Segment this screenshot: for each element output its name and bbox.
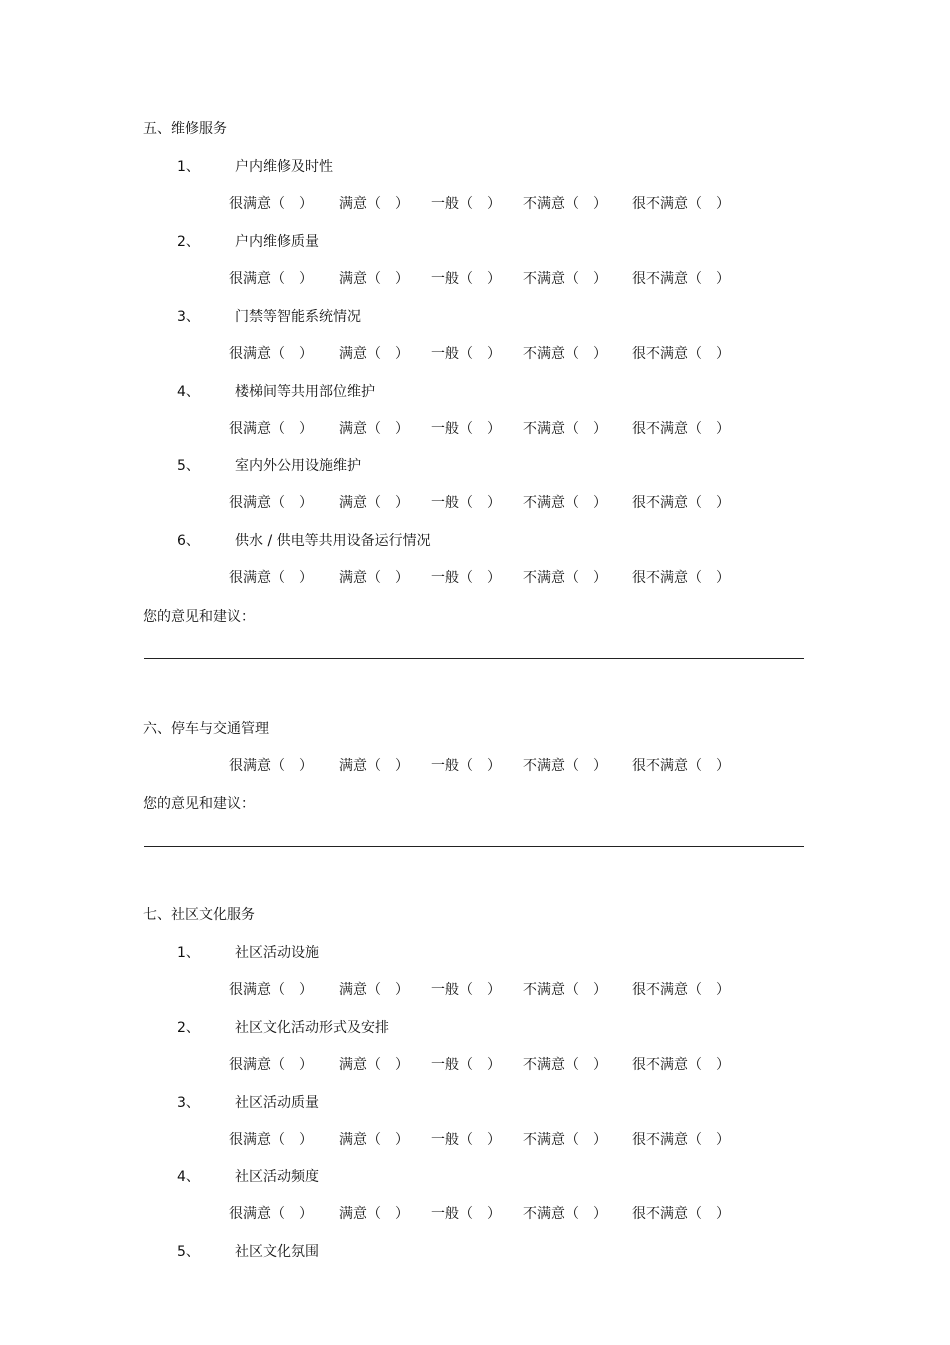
item-number: 1、 bbox=[177, 159, 200, 175]
rating-option-5-s3i4[interactable]: 很不满意（ ） bbox=[632, 1206, 730, 1222]
rating-option-3-s3i3[interactable]: 一般（ ） bbox=[431, 1132, 501, 1148]
item-number: 4、 bbox=[177, 1169, 200, 1185]
item-label: 社区活动设施 bbox=[235, 945, 319, 961]
rating-option-2-s1i2[interactable]: 满意（ ） bbox=[339, 271, 409, 287]
rating-option-5-s3i1[interactable]: 很不满意（ ） bbox=[632, 982, 730, 998]
item-label: 社区活动频度 bbox=[235, 1169, 319, 1185]
rating-option-1-s1i2[interactable]: 很满意（ ） bbox=[229, 271, 313, 287]
comment-answer-line[interactable] bbox=[144, 846, 804, 847]
rating-option-4-s1i1[interactable]: 不满意（ ） bbox=[523, 196, 607, 212]
rating-option-2-s2[interactable]: 满意（ ） bbox=[339, 758, 409, 774]
item-label: 社区活动质量 bbox=[235, 1095, 319, 1111]
rating-option-2-s3i4[interactable]: 满意（ ） bbox=[339, 1206, 409, 1222]
rating-option-4-s3i3[interactable]: 不满意（ ） bbox=[523, 1132, 607, 1148]
item-label: 户内维修质量 bbox=[235, 234, 319, 250]
rating-option-3-s3i1[interactable]: 一般（ ） bbox=[431, 982, 501, 998]
rating-option-1-s1i5[interactable]: 很满意（ ） bbox=[229, 495, 313, 511]
rating-option-1-s3i3[interactable]: 很满意（ ） bbox=[229, 1132, 313, 1148]
rating-option-5-s1i6[interactable]: 很不满意（ ） bbox=[632, 570, 730, 586]
rating-option-1-s2[interactable]: 很满意（ ） bbox=[229, 758, 313, 774]
rating-option-1-s1i3[interactable]: 很满意（ ） bbox=[229, 346, 313, 362]
item-label: 社区文化氛围 bbox=[235, 1244, 319, 1260]
rating-option-5-s2[interactable]: 很不满意（ ） bbox=[632, 758, 730, 774]
rating-option-3-s1i5[interactable]: 一般（ ） bbox=[431, 495, 501, 511]
rating-option-1-s3i4[interactable]: 很满意（ ） bbox=[229, 1206, 313, 1222]
comment-label: 您的意见和建议： bbox=[143, 796, 255, 812]
rating-option-4-s3i1[interactable]: 不满意（ ） bbox=[523, 982, 607, 998]
rating-option-4-s3i4[interactable]: 不满意（ ） bbox=[523, 1206, 607, 1222]
section-title-1: 五、维修服务 bbox=[143, 121, 227, 137]
rating-option-3-s3i4[interactable]: 一般（ ） bbox=[431, 1206, 501, 1222]
rating-option-2-s3i1[interactable]: 满意（ ） bbox=[339, 982, 409, 998]
rating-option-2-s1i6[interactable]: 满意（ ） bbox=[339, 570, 409, 586]
item-number: 3、 bbox=[177, 309, 200, 325]
rating-option-1-s3i2[interactable]: 很满意（ ） bbox=[229, 1057, 313, 1073]
section-title-3: 七、社区文化服务 bbox=[143, 907, 255, 923]
rating-option-5-s3i3[interactable]: 很不满意（ ） bbox=[632, 1132, 730, 1148]
rating-option-3-s2[interactable]: 一般（ ） bbox=[431, 758, 501, 774]
rating-option-2-s3i3[interactable]: 满意（ ） bbox=[339, 1132, 409, 1148]
item-number: 5、 bbox=[177, 458, 200, 474]
rating-option-2-s1i5[interactable]: 满意（ ） bbox=[339, 495, 409, 511]
rating-option-4-s2[interactable]: 不满意（ ） bbox=[523, 758, 607, 774]
rating-option-2-s1i4[interactable]: 满意（ ） bbox=[339, 421, 409, 437]
item-label: 室内外公用设施维护 bbox=[235, 458, 361, 474]
rating-option-5-s3i2[interactable]: 很不满意（ ） bbox=[632, 1057, 730, 1073]
item-label: 户内维修及时性 bbox=[235, 159, 333, 175]
item-number: 6、 bbox=[177, 533, 200, 549]
item-number: 3、 bbox=[177, 1095, 200, 1111]
rating-option-3-s1i6[interactable]: 一般（ ） bbox=[431, 570, 501, 586]
rating-option-5-s1i2[interactable]: 很不满意（ ） bbox=[632, 271, 730, 287]
rating-option-5-s1i5[interactable]: 很不满意（ ） bbox=[632, 495, 730, 511]
rating-option-4-s1i3[interactable]: 不满意（ ） bbox=[523, 346, 607, 362]
item-number: 1、 bbox=[177, 945, 200, 961]
rating-option-3-s1i2[interactable]: 一般（ ） bbox=[431, 271, 501, 287]
rating-option-1-s1i4[interactable]: 很满意（ ） bbox=[229, 421, 313, 437]
rating-option-3-s1i3[interactable]: 一般（ ） bbox=[431, 346, 501, 362]
item-label: 门禁等智能系统情况 bbox=[235, 309, 361, 325]
item-label: 社区文化活动形式及安排 bbox=[235, 1020, 389, 1036]
rating-option-3-s1i4[interactable]: 一般（ ） bbox=[431, 421, 501, 437]
rating-option-3-s1i1[interactable]: 一般（ ） bbox=[431, 196, 501, 212]
rating-option-4-s1i2[interactable]: 不满意（ ） bbox=[523, 271, 607, 287]
item-number: 4、 bbox=[177, 384, 200, 400]
rating-option-2-s1i1[interactable]: 满意（ ） bbox=[339, 196, 409, 212]
rating-option-4-s1i5[interactable]: 不满意（ ） bbox=[523, 495, 607, 511]
rating-option-1-s1i1[interactable]: 很满意（ ） bbox=[229, 196, 313, 212]
rating-option-1-s1i6[interactable]: 很满意（ ） bbox=[229, 570, 313, 586]
rating-option-1-s3i1[interactable]: 很满意（ ） bbox=[229, 982, 313, 998]
rating-option-4-s1i4[interactable]: 不满意（ ） bbox=[523, 421, 607, 437]
item-number: 2、 bbox=[177, 1020, 200, 1036]
rating-option-3-s3i2[interactable]: 一般（ ） bbox=[431, 1057, 501, 1073]
item-label: 楼梯间等共用部位维护 bbox=[235, 384, 375, 400]
item-label: 供水 / 供电等共用设备运行情况 bbox=[235, 533, 431, 549]
rating-option-5-s1i4[interactable]: 很不满意（ ） bbox=[632, 421, 730, 437]
rating-option-5-s1i3[interactable]: 很不满意（ ） bbox=[632, 346, 730, 362]
rating-option-4-s1i6[interactable]: 不满意（ ） bbox=[523, 570, 607, 586]
item-number: 5、 bbox=[177, 1244, 200, 1260]
rating-option-2-s1i3[interactable]: 满意（ ） bbox=[339, 346, 409, 362]
comment-label: 您的意见和建议： bbox=[143, 609, 255, 625]
rating-option-2-s3i2[interactable]: 满意（ ） bbox=[339, 1057, 409, 1073]
comment-answer-line[interactable] bbox=[144, 658, 804, 659]
rating-option-4-s3i2[interactable]: 不满意（ ） bbox=[523, 1057, 607, 1073]
item-number: 2、 bbox=[177, 234, 200, 250]
rating-option-5-s1i1[interactable]: 很不满意（ ） bbox=[632, 196, 730, 212]
section-title-2: 六、停车与交通管理 bbox=[143, 721, 269, 737]
